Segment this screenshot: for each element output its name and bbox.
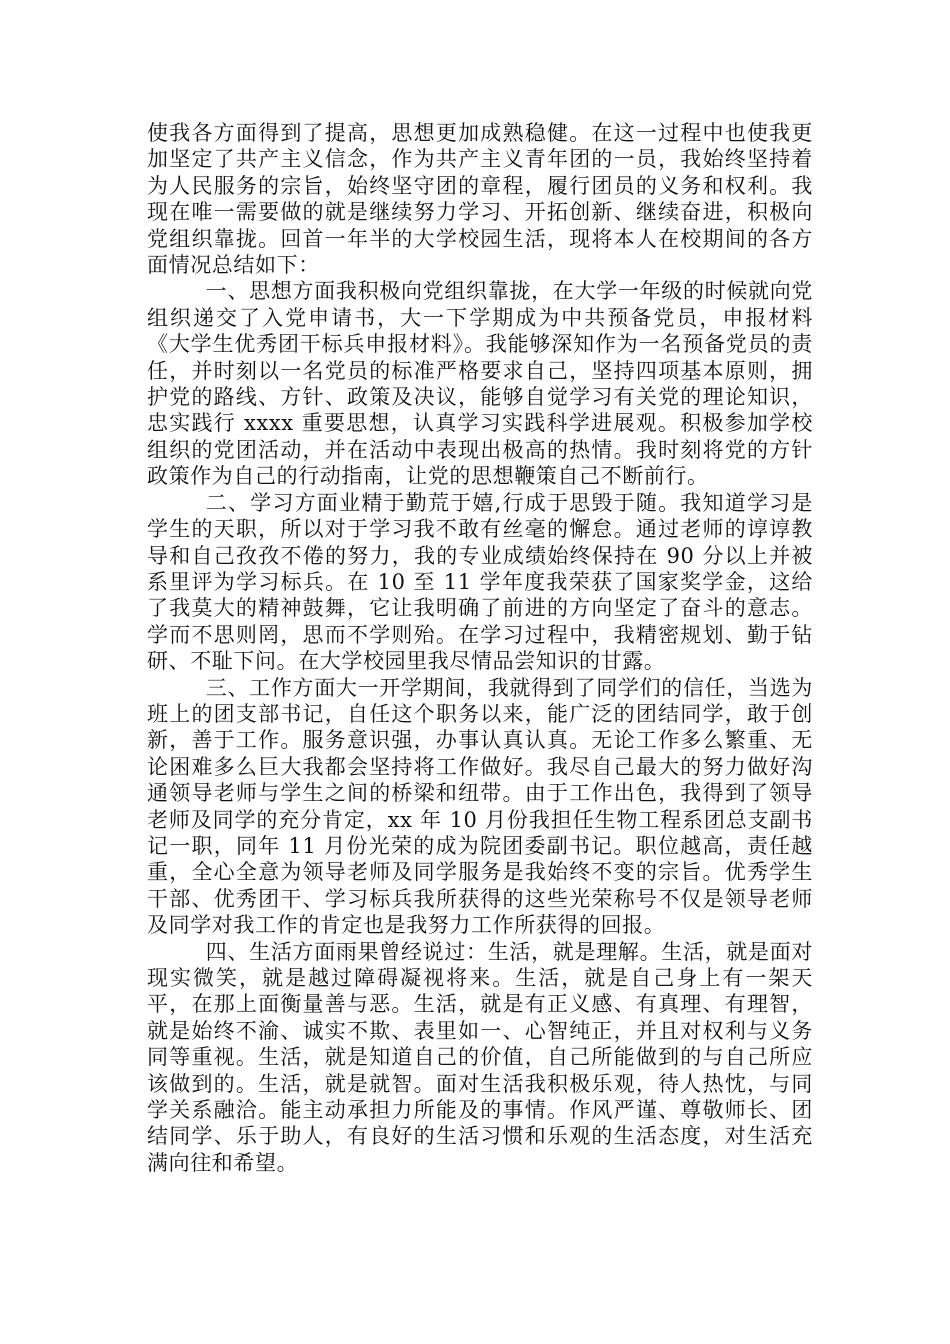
paragraph-work: 三、工作方面大一开学期间，我就得到了同学们的信任，当选为班上的团支部书记，自任这个职务以来，能广泛的团结同学，敢于创新，善于工作。服务意识强，办事认真认真。无论工作多么繁重、无论困难多么巨大我都会坚持将工作做好。我尽自己最大的努力做好沟通领导老师与学生之间的桥梁和纽带。由于工作出色，我得到了领导老师及同学的充分肯定，xx 年 10 月份我担任生物工程系团总支副书记一职，同年 11 月份光荣的成为院团委副书记。职位越高，责任越重，全心全意为领导老师及同学服务是我始终不变的宗旨。优秀学生干部、优秀团干、学习标兵我所获得的这些光荣称号不仅是领导老师及同学对我工作的肯定也是我努力工作所获得的回报。 [147,675,813,938]
paragraph-intro: 使我各方面得到了提高，思想更加成熟稳健。在这一过程中也使我更加坚定了共产主义信念，作为共产主义青年团的一员，我始终坚持着为人民服务的宗旨，始终坚守团的章程，履行团员的义务和权利。我现在唯一需要做的就是继续努力学习、开拓创新、继续奋进，积极向党组织靠拢。回首一年半的大学校园生活，现将本人在校期间的各方面情况总结如下： [147,121,813,278]
paragraph-ideology: 一、思想方面我积极向党组织靠拢，在大学一年级的时候就向党组织递交了入党申请书，大一下学期成为中共预备党员，申报材料《大学生优秀团干标兵申报材料》。我能够深知作为一名预备党员的责任，并时刻以一名党员的标准严格要求自己，坚持四项基本原则，拥护党的路线、方针、政策及决议，能够自觉学习有关党的理论知识，忠实践行 xxxx 重要思想，认真学习实践科学进展观。积极参加学校组织的党团活动，并在活动中表现出极高的热情。我时刻将党的方针政策作为自己的行动指南，让党的思想鞭策自己不断前行。 [147,279,813,489]
document-page [147,120,813,1176]
paragraph-study: 二、学习方面业精于勤荒于嬉,行成于思毁于随。我知道学习是学生的天职，所以对于学习我不敢有丝毫的懈怠。通过老师的谆谆教导和自己孜孜不倦的努力，我的专业成绩始终保持在 90 分以上并被系里评为学习标兵。在 10 至 11 学年度我荣获了国家奖学金，这给了我莫大的精神鼓舞，它让我明确了前进的方向坚定了奋斗的意志。学而不思则罔，思而不学则殆。在学习过程中，我精密规划、勤于钻研、不耻下问。在大学校园里我尽情品尝知识的甘露。 [147,490,813,674]
paragraph-life: 四、生活方面雨果曾经说过：生活，就是理解。生活，就是面对现实微笑，就是越过障碍凝视将来。生活，就是自己身上有一架天平，在那上面衡量善与恶。生活，就是有正义感、有真理、有理智，就是始终不渝、诚实不欺、表里如一、心智纯正，并且对权利与义务同等重视。生活，就是知道自己的价值，自己所能做到的与自己所应该做到的。生活，就是就智。面对生活我积极乐观，待人热忱，与同学关系融洽。能主动承担力所能及的事情。作风严谨、尊敬师长、团结同学、乐于助人，有良好的生活习惯和乐观的生活态度，对生活充满向往和希望。 [147,939,813,1175]
